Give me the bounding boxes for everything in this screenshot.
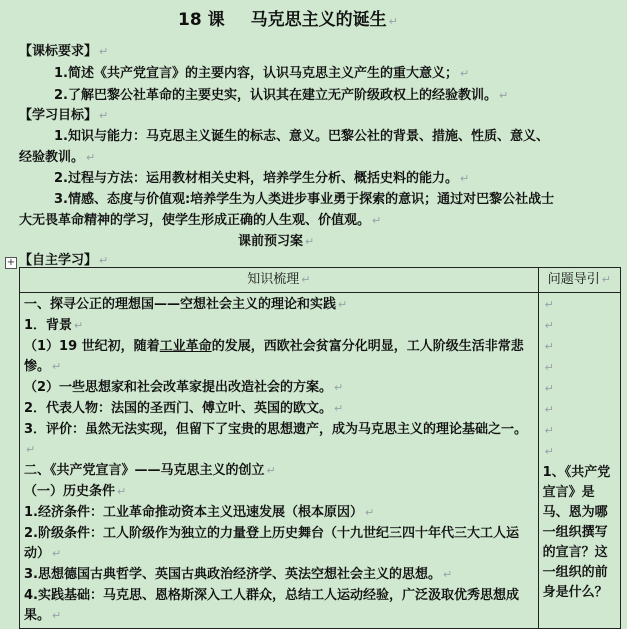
guide-mark: [543, 442, 616, 462]
knowledge-line: 4.实践基础：马克思、恩格斯深入工人群众，总结工人运动经验，广泛汲取优秀思想成果。 ↵: [24, 588, 519, 623]
knowledge-line: 2.阶级条件：工人阶级作为独立的力量登上历史舞台（十九世纪三四十年代三大工人运动） ↵: [24, 526, 519, 561]
knowledge-line: 2．代表人物：法国的圣西门、傅立叶、英国的欧文。 ↵: [24, 401, 344, 416]
guide-mark: [543, 421, 616, 441]
table-move-handle-icon[interactable]: +: [6, 257, 16, 268]
goal-item-3: 3.情感、态度与价值观:培养学生为人类进步事业勇于探索的意识；通过对巴黎公社战士: [54, 192, 555, 207]
paragraph-mark-icon: ↵: [601, 273, 611, 286]
knowledge-line: 二、《共产党宣言》——马克思主义的创立 ↵: [24, 463, 276, 478]
knowledge-line: 3.思想德国古典哲学、英国古典政治经济学、英法空想社会主义的思想。 ↵: [24, 567, 453, 582]
paragraph-mark-icon: ↵: [334, 402, 344, 415]
paragraph-mark-icon: ↵: [544, 382, 554, 395]
goal-item-3-continued: 大无畏革命精神的学习，使学生形成正确的人生观、价值观。 ↵: [19, 213, 382, 228]
goals-heading: 【学习目标】 ↵: [19, 108, 109, 123]
paragraph-mark-icon: ↵: [305, 235, 315, 248]
guide-cell: [538, 293, 620, 629]
paragraph-mark-icon: ↵: [544, 319, 554, 332]
knowledge-table: [19, 267, 621, 629]
table-row: [20, 293, 621, 629]
lesson-title-line: [178, 10, 398, 32]
guide-mark: [543, 379, 616, 399]
header-knowledge: 知识梳理 ↵: [20, 268, 539, 293]
paragraph-mark-icon: ↵: [544, 445, 554, 458]
paragraph-mark-icon: ↵: [52, 360, 62, 373]
underlined-term: 工业革命: [159, 339, 212, 354]
paragraph-mark-icon: ↵: [99, 109, 109, 122]
guide-mark: [543, 295, 616, 315]
table-header-row: [20, 268, 621, 293]
paragraph-mark-icon: ↵: [544, 403, 554, 416]
knowledge-line: 一、探寻公正的理想国——空想社会主义的理论和实践 ↵: [24, 297, 348, 312]
paragraph-mark-icon: ↵: [26, 443, 36, 456]
paragraph-mark-icon: ↵: [544, 361, 554, 374]
paragraph-mark-icon: ↵: [372, 214, 382, 227]
paragraph-mark-icon: ↵: [301, 273, 311, 286]
knowledge-line: 1．背景 ↵: [24, 318, 84, 333]
paragraph-mark-icon: ↵: [544, 424, 554, 437]
header-guide: 问题导引 ↵: [538, 268, 620, 293]
paragraph-mark-icon: ↵: [52, 547, 62, 560]
standard-item-1: 1.简述《共产党宣言》的主要内容，认识马克思主义产生的重大意义； ↵: [54, 66, 470, 81]
knowledge-line: 3．评价：虽然无法实现，但留下了宝贵的思想遗产，成为马克思主义的理论基础之一。↵: [24, 422, 528, 456]
paragraph-mark-icon: ↵: [388, 15, 398, 28]
guide-question-1: 1、《共产党宣言》是马、恩为哪一组织撰写的宣言？这一组织的前身是什么？: [542, 465, 611, 600]
paragraph-mark-icon: ↵: [86, 151, 96, 164]
paragraph-mark-icon: ↵: [364, 506, 375, 519]
paragraph-mark-icon: ↵: [99, 45, 109, 58]
paragraph-mark-icon: ↵: [498, 89, 509, 102]
paragraph-mark-icon: ↵: [338, 298, 348, 311]
standards-heading: 【课标要求】 ↵: [19, 44, 109, 59]
guide-mark: [543, 358, 616, 378]
knowledge-line: （1）19 世纪初，随着工业革命的发展，西欧社会贫富分化明显，工人阶级生活非常悲惨。 ↵: [24, 339, 524, 374]
guide-mark: [543, 400, 616, 420]
paragraph-mark-icon: ↵: [544, 340, 554, 353]
paragraph-mark-icon: ↵: [266, 464, 276, 477]
guide-mark: [543, 316, 616, 336]
paragraph-mark-icon: ↵: [99, 254, 109, 267]
paragraph-mark-icon: ↵: [544, 298, 554, 311]
goal-item-1-continued: 经验教训。 ↵: [19, 150, 96, 165]
paragraph-mark-icon: ↵: [459, 67, 470, 80]
goal-item-2: 2.过程与方法：运用教材相关史料，培养学生分析、概括史料的能力。 ↵: [54, 171, 470, 186]
preview-title: 课前预习案 ↵: [238, 234, 315, 249]
paragraph-mark-icon: ↵: [442, 568, 453, 581]
lesson-name: 马克思主义的诞生: [250, 10, 387, 30]
self-study-heading: 【自主学习】 ↵: [19, 253, 109, 268]
paragraph-mark-icon: ↵: [74, 319, 84, 332]
paragraph-mark-icon: ↵: [52, 609, 62, 622]
paragraph-mark-icon: ↵: [117, 485, 127, 498]
standard-item-2: 2.了解巴黎公社革命的主要史实，认识其在建立无产阶级政权上的经验教训。 ↵: [54, 88, 509, 103]
knowledge-line: 1.经济条件：工业革命推动资本主义迅速发展（根本原因） ↵: [24, 505, 375, 520]
paragraph-mark-icon: ↵: [334, 381, 344, 394]
paragraph-mark-icon: ↵: [459, 172, 470, 185]
knowledge-cell: [20, 293, 539, 629]
knowledge-line: （2）一些思想家和社会改革家提出改造社会的方案。 ↵: [24, 380, 344, 395]
guide-mark: [543, 337, 616, 357]
goal-item-1: 1.知识与能力：马克思主义诞生的标志、意义。巴黎公社的背景、措施、性质、意义、: [54, 129, 549, 144]
knowledge-line: （一）历史条件 ↵: [24, 484, 127, 499]
lesson-number: 18 课: [178, 10, 225, 30]
